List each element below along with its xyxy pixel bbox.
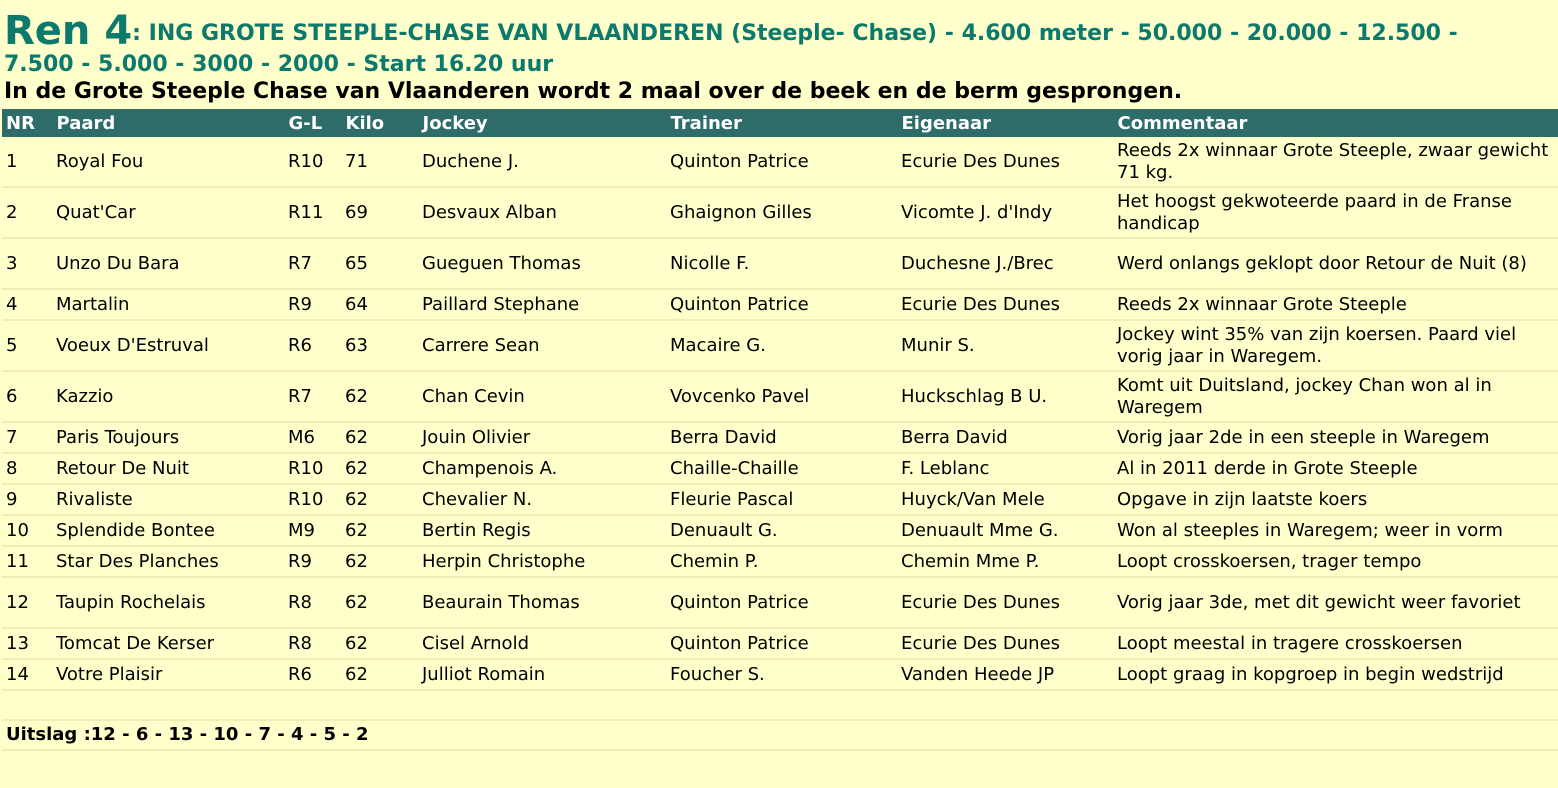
header-kilo: Kilo xyxy=(341,109,418,137)
cell-kilo: 62 xyxy=(341,453,418,484)
cell-trainer: Quinton Patrice xyxy=(666,628,897,659)
cell-eigenaar: F. Leblanc xyxy=(897,453,1113,484)
table-row xyxy=(2,238,1558,289)
cell-kilo: 62 xyxy=(341,577,418,628)
table-header-row xyxy=(2,109,1558,137)
cell-commentaar: Vorig jaar 3de, met dit gewicht weer favoriet xyxy=(1113,577,1558,628)
cell-nr: 4 xyxy=(2,289,52,320)
cell-trainer: Nicolle F. xyxy=(666,238,897,289)
table-row xyxy=(2,422,1558,453)
cell-nr: 6 xyxy=(2,371,52,422)
cell-kilo: 62 xyxy=(341,371,418,422)
cell-gl: M9 xyxy=(284,515,341,546)
cell-jockey: Carrere Sean xyxy=(418,320,666,371)
cell-eigenaar: Huckschlag B U. xyxy=(897,371,1113,422)
cell-gl: R8 xyxy=(284,628,341,659)
cell-paard: Voeux D'Estruval xyxy=(52,320,284,371)
cell-trainer: Quinton Patrice xyxy=(666,577,897,628)
cell-trainer: Fleurie Pascal xyxy=(666,484,897,515)
cell-commentaar: Jockey wint 35% van zijn koersen. Paard viel vorig jaar in Waregem. xyxy=(1113,320,1558,371)
cell-paard: Tomcat De Kerser xyxy=(52,628,284,659)
cell-gl: R9 xyxy=(284,546,341,577)
cell-jockey: Gueguen Thomas xyxy=(418,238,666,289)
cell-jockey: Champenois A. xyxy=(418,453,666,484)
cell-paard: Rivaliste xyxy=(52,484,284,515)
cell-kilo: 62 xyxy=(341,515,418,546)
cell-gl: R7 xyxy=(284,238,341,289)
result-row xyxy=(2,720,1558,750)
header-nr: NR xyxy=(2,109,52,137)
cell-paard: Martalin xyxy=(52,289,284,320)
cell-jockey: Cisel Arnold xyxy=(418,628,666,659)
cell-eigenaar: Chemin Mme P. xyxy=(897,546,1113,577)
cell-kilo: 64 xyxy=(341,289,418,320)
table-row xyxy=(2,453,1558,484)
cell-commentaar: Reeds 2x winnaar Grote Steeple, zwaar gewicht 71 kg. xyxy=(1113,137,1558,187)
cell-jockey: Paillard Stephane xyxy=(418,289,666,320)
race-label: Ren 4 xyxy=(4,8,133,54)
cell-gl: R7 xyxy=(284,371,341,422)
cell-eigenaar: Huyck/Van Mele xyxy=(897,484,1113,515)
cell-commentaar: Opgave in zijn laatste koers xyxy=(1113,484,1558,515)
table-row xyxy=(2,628,1558,659)
cell-kilo: 69 xyxy=(341,187,418,238)
spacer-row xyxy=(2,690,1558,720)
header-paard: Paard xyxy=(52,109,284,137)
cell-paard: Paris Toujours xyxy=(52,422,284,453)
cell-jockey: Duchene J. xyxy=(418,137,666,187)
cell-trainer: Denuault G. xyxy=(666,515,897,546)
cell-eigenaar: Ecurie Des Dunes xyxy=(897,577,1113,628)
cell-gl: R6 xyxy=(284,320,341,371)
cell-nr: 10 xyxy=(2,515,52,546)
cell-trainer: Ghaignon Gilles xyxy=(666,187,897,238)
header-trainer: Trainer xyxy=(666,109,897,137)
table-row xyxy=(2,484,1558,515)
cell-eigenaar: Denuault Mme G. xyxy=(897,515,1113,546)
cell-jockey: Chan Cevin xyxy=(418,371,666,422)
cell-commentaar: Het hoogst gekwoteerde paard in de Franse handicap xyxy=(1113,187,1558,238)
cell-nr: 8 xyxy=(2,453,52,484)
cell-gl: R10 xyxy=(284,137,341,187)
table-row xyxy=(2,577,1558,628)
cell-eigenaar: Duchesne J./Brec xyxy=(897,238,1113,289)
result-text: Uitslag :12 - 6 - 13 - 10 - 7 - 4 - 5 - 2 xyxy=(2,720,1558,750)
header-gl: G-L xyxy=(284,109,341,137)
cell-trainer: Quinton Patrice xyxy=(666,137,897,187)
cell-nr: 7 xyxy=(2,422,52,453)
cell-kilo: 62 xyxy=(341,546,418,577)
cell-eigenaar: Vanden Heede JP xyxy=(897,659,1113,690)
cell-paard: Retour De Nuit xyxy=(52,453,284,484)
cell-paard: Quat'Car xyxy=(52,187,284,238)
race-description-line1: : ING GROTE STEEPLE-CHASE VAN VLAANDEREN (Steeple- Chase) - 4.600 meter - 50.000 - 20.000 - 12.500 - xyxy=(132,21,1458,46)
cell-commentaar: Loopt graag in kopgroep in begin wedstrijd xyxy=(1113,659,1558,690)
cell-eigenaar: Munir S. xyxy=(897,320,1113,371)
cell-paard: Votre Plaisir xyxy=(52,659,284,690)
cell-commentaar: Loopt crosskoersen, trager tempo xyxy=(1113,546,1558,577)
cell-gl: R11 xyxy=(284,187,341,238)
cell-nr: 12 xyxy=(2,577,52,628)
cell-paard: Unzo Du Bara xyxy=(52,238,284,289)
table-row xyxy=(2,320,1558,371)
cell-eigenaar: Ecurie Des Dunes xyxy=(897,289,1113,320)
cell-gl: R10 xyxy=(284,453,341,484)
cell-eigenaar: Ecurie Des Dunes xyxy=(897,137,1113,187)
cell-kilo: 62 xyxy=(341,659,418,690)
cell-eigenaar: Berra David xyxy=(897,422,1113,453)
header-eigenaar: Eigenaar xyxy=(897,109,1113,137)
cell-trainer: Quinton Patrice xyxy=(666,289,897,320)
table-row xyxy=(2,515,1558,546)
table-row xyxy=(2,289,1558,320)
cell-jockey: Bertin Regis xyxy=(418,515,666,546)
cell-nr: 11 xyxy=(2,546,52,577)
cell-commentaar: Al in 2011 derde in Grote Steeple xyxy=(1113,453,1558,484)
cell-commentaar: Komt uit Duitsland, jockey Chan won al in Waregem xyxy=(1113,371,1558,422)
cell-trainer: Berra David xyxy=(666,422,897,453)
cell-kilo: 63 xyxy=(341,320,418,371)
cell-trainer: Macaire G. xyxy=(666,320,897,371)
cell-jockey: Beaurain Thomas xyxy=(418,577,666,628)
cell-jockey: Jouin Olivier xyxy=(418,422,666,453)
table-row xyxy=(2,546,1558,577)
cell-jockey: Julliot Romain xyxy=(418,659,666,690)
cell-jockey: Herpin Christophe xyxy=(418,546,666,577)
cell-paard: Splendide Bontee xyxy=(52,515,284,546)
cell-paard: Royal Fou xyxy=(52,137,284,187)
spacer-cell xyxy=(2,690,1558,720)
cell-jockey: Chevalier N. xyxy=(418,484,666,515)
header-jockey: Jockey xyxy=(418,109,666,137)
cell-nr: 1 xyxy=(2,137,52,187)
cell-gl: R9 xyxy=(284,289,341,320)
cell-jockey: Desvaux Alban xyxy=(418,187,666,238)
cell-nr: 5 xyxy=(2,320,52,371)
cell-kilo: 62 xyxy=(341,484,418,515)
table-row xyxy=(2,659,1558,690)
cell-trainer: Foucher S. xyxy=(666,659,897,690)
cell-kilo: 62 xyxy=(341,422,418,453)
cell-eigenaar: Ecurie Des Dunes xyxy=(897,628,1113,659)
cell-kilo: 71 xyxy=(341,137,418,187)
cell-nr: 13 xyxy=(2,628,52,659)
race-note: In de Grote Steeple Chase van Vlaanderen wordt 2 maal over de beek en de berm gesprongen. xyxy=(4,79,1183,104)
cell-gl: M6 xyxy=(284,422,341,453)
table-row xyxy=(2,371,1558,422)
cell-paard: Star Des Planches xyxy=(52,546,284,577)
cell-paard: Taupin Rochelais xyxy=(52,577,284,628)
cell-trainer: Chaille-Chaille xyxy=(666,453,897,484)
cell-commentaar: Loopt meestal in tragere crosskoersen xyxy=(1113,628,1558,659)
cell-commentaar: Reeds 2x winnaar Grote Steeple xyxy=(1113,289,1558,320)
cell-nr: 14 xyxy=(2,659,52,690)
cell-paard: Kazzio xyxy=(52,371,284,422)
cell-nr: 9 xyxy=(2,484,52,515)
cell-kilo: 65 xyxy=(341,238,418,289)
cell-gl: R10 xyxy=(284,484,341,515)
cell-nr: 3 xyxy=(2,238,52,289)
table-row xyxy=(2,187,1558,238)
cell-commentaar: Won al steeples in Waregem; weer in vorm xyxy=(1113,515,1558,546)
table-row xyxy=(2,137,1558,187)
cell-gl: R8 xyxy=(284,577,341,628)
cell-commentaar: Vorig jaar 2de in een steeple in Waregem xyxy=(1113,422,1558,453)
entries-table xyxy=(2,109,1558,751)
cell-trainer: Chemin P. xyxy=(666,546,897,577)
cell-gl: R6 xyxy=(284,659,341,690)
cell-nr: 2 xyxy=(2,187,52,238)
cell-kilo: 62 xyxy=(341,628,418,659)
cell-eigenaar: Vicomte J. d'Indy xyxy=(897,187,1113,238)
cell-trainer: Vovcenko Pavel xyxy=(666,371,897,422)
cell-commentaar: Werd onlangs geklopt door Retour de Nuit (8) xyxy=(1113,238,1558,289)
header-commentaar: Commentaar xyxy=(1113,109,1558,137)
race-heading xyxy=(2,0,1558,79)
race-description-line2: 7.500 - 5.000 - 3000 - 2000 - Start 16.20 uur xyxy=(4,52,554,77)
